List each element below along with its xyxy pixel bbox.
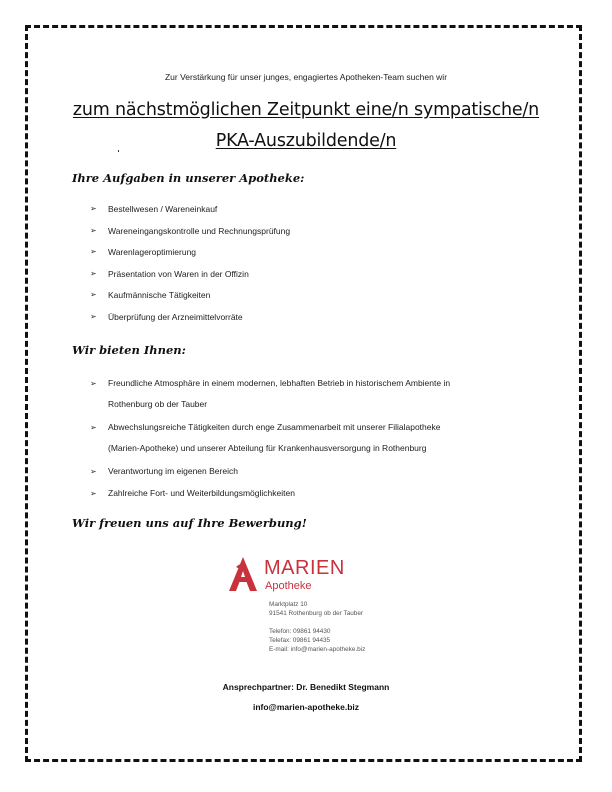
brand-subtitle: Apotheke <box>265 580 312 592</box>
address-street: Marktplatz 10 <box>269 601 308 608</box>
list-item: ➢ Wareneingangskontrolle und Rechnungsprüfung <box>90 225 291 236</box>
arrow-bullet-icon: ➢ <box>90 268 97 278</box>
tasks-list <box>90 203 290 332</box>
arrow-bullet-icon: ➢ <box>90 379 97 388</box>
list-item: ➢ Zahlreiche Fort- und Weiterbildungsmöglichkeiten <box>90 483 450 505</box>
arrow-bullet-icon: ➢ <box>90 311 97 321</box>
arrow-bullet-icon: ➢ <box>90 489 97 498</box>
contact-person: Ansprechpartner: Dr. Benedikt Stegmann <box>222 682 390 692</box>
list-item: ➢ Überprüfung der Arzneimittelvorräte <box>90 311 243 322</box>
email-address: E-mail: info@marien-apotheke.biz <box>269 646 366 653</box>
arrow-bullet-icon: ➢ <box>90 225 97 235</box>
fax-number: Telefax: 09861 94435 <box>269 637 331 644</box>
list-item: ➢ Verantwortung im eigenen Bereich <box>90 461 450 483</box>
arrow-bullet-icon: ➢ <box>90 247 97 256</box>
arrow-bullet-icon: ➢ <box>90 423 97 432</box>
headline-line-1: zum nächstmöglichen Zeitpunkt eine/n sympatische/n <box>72 100 540 120</box>
list-item: ➢ Bestellwesen / Wareneinkauf <box>90 204 218 214</box>
list-item: ➢ Warenlageroptimierung <box>90 247 197 257</box>
list-item: ➢ Präsentation von Waren in der Offizin <box>90 268 249 279</box>
offer-heading: Wir bieten Ihnen: <box>72 343 186 357</box>
list-item: ➢ Kaufmännische Tätigkeiten <box>90 290 211 300</box>
headline-line-2: PKA-Auszubildende/n <box>215 131 397 151</box>
arrow-bullet-icon: ➢ <box>90 204 97 213</box>
list-item: ➢ Freundliche Atmosphäre in einem modernen, lebhaften Betrieb in historischem Ambiente in Rothenburg ob der Tauber <box>90 373 450 417</box>
contact-email: info@marien-apotheke.biz <box>252 702 360 712</box>
arrow-bullet-icon: ➢ <box>90 467 97 476</box>
pharmacy-a-icon <box>228 556 258 592</box>
address-city: 91541 Rothenburg ob der Tauber <box>269 610 364 617</box>
brand-name: MARIEN <box>264 557 345 579</box>
intro-text: Zur Verstärkung für unser junges, engagiertes Apotheken-Team suchen wir <box>164 72 448 82</box>
tasks-heading: Ihre Aufgaben in unserer Apotheke: <box>72 171 305 185</box>
list-item: ➢ Abwechslungsreiche Tätigkeiten durch enge Zusammenarbeit mit unserer Filialapotheke (Marien-Apotheke) und unserer Abteilung für Krankenhausversorgung in Rothenburg <box>90 417 450 461</box>
offer-list <box>90 373 450 505</box>
stray-mark <box>118 150 119 152</box>
closing-heading: Wir freuen uns auf Ihre Bewerbung! <box>72 516 307 530</box>
phone-number: Telefon: 09861 94430 <box>269 628 331 635</box>
arrow-bullet-icon: ➢ <box>90 290 97 299</box>
